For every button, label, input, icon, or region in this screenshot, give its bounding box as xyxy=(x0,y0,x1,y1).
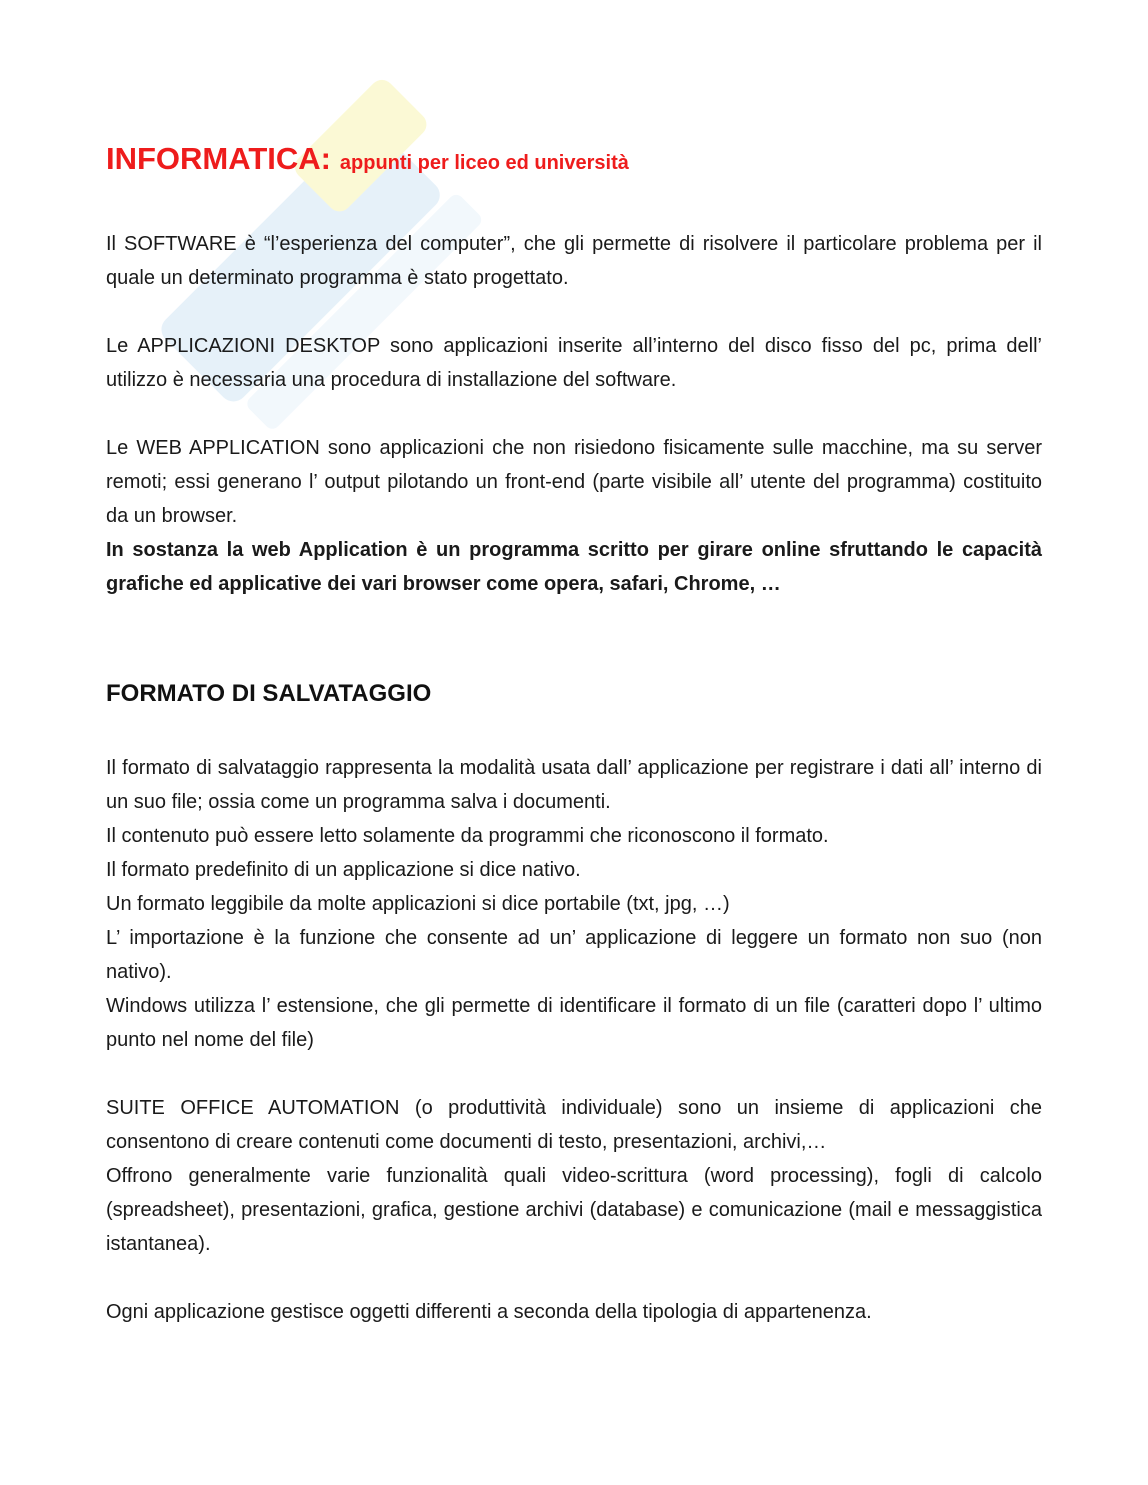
save-format-line: Il formato di salvataggio rappresenta la modalità usata dall’ applicazione per registrare i dati all’ interno di un suo file; ossia come un programma salva i documenti. xyxy=(106,757,1042,813)
paragraph-desktop-applications: Le APPLICAZIONI DESKTOP sono applicazioni inserite all’interno del disco fisso del pc, prima dell’ utilizzo è necessaria una procedura di installazione del software. xyxy=(106,335,1042,391)
paragraph-office-suite: SUITE OFFICE AUTOMATION (o produttività individuale) sono un insieme di applicazioni che consentono di creare contenuti come documenti di testo, presentazioni, archivi,… xyxy=(106,1097,1042,1153)
save-format-line: Il formato predefinito di un applicazione si dice nativo. xyxy=(106,859,581,881)
paragraph-office-features: Offrono generalmente varie funzionalità quali video-scrittura (word processing), fogli di calcolo (spreadsheet), presentazioni, grafica, gestione archivi (database) e comunicazione (mail e messaggistica istantanea). xyxy=(106,1165,1042,1255)
title-main: INFORMATICA: xyxy=(106,141,331,176)
save-format-line: Un formato leggibile da molte applicazioni si dice portabile (txt, jpg, …) xyxy=(106,893,730,915)
paragraph-web-application: Le WEB APPLICATION sono applicazioni che non risiedono fisicamente sulle macchine, ma su server remoti; essi generano l’ output pilotando un front-end (parte visibile all’ utente del programma) costituito da un browser. xyxy=(106,437,1042,527)
save-format-line: L’ importazione è la funzione che consente ad un’ applicazione di leggere un formato non suo (non nativo). xyxy=(106,927,1042,983)
paragraph-software: Il SOFTWARE è “l’esperienza del computer”, che gli permette di risolvere il particolare problema per il quale un determinato programma è stato progettato. xyxy=(106,233,1042,289)
save-format-lines xyxy=(106,751,1042,1057)
paragraph-object-types: Ogni applicazione gestisce oggetti differenti a seconda della tipologia di appartenenza. xyxy=(106,1301,872,1323)
title-subtitle: appunti per liceo ed università xyxy=(339,152,629,174)
page-title xyxy=(106,130,1042,191)
paragraph-web-application-summary: In sostanza la web Application è un programma scritto per girare online sfruttando le capacità grafiche ed applicative dei vari browser come opera, safari, Chrome, … xyxy=(106,539,1042,595)
save-format-line: Windows utilizza l’ estensione, che gli permette di identificare il formato di un file (caratteri dopo l’ ultimo punto nel nome del file) xyxy=(106,995,1042,1051)
document-page xyxy=(106,130,1042,1329)
section-title: FORMATO DI SALVATAGGIO xyxy=(106,680,432,707)
save-format-line: Il contenuto può essere letto solamente da programmi che riconoscono il formato. xyxy=(106,825,829,847)
